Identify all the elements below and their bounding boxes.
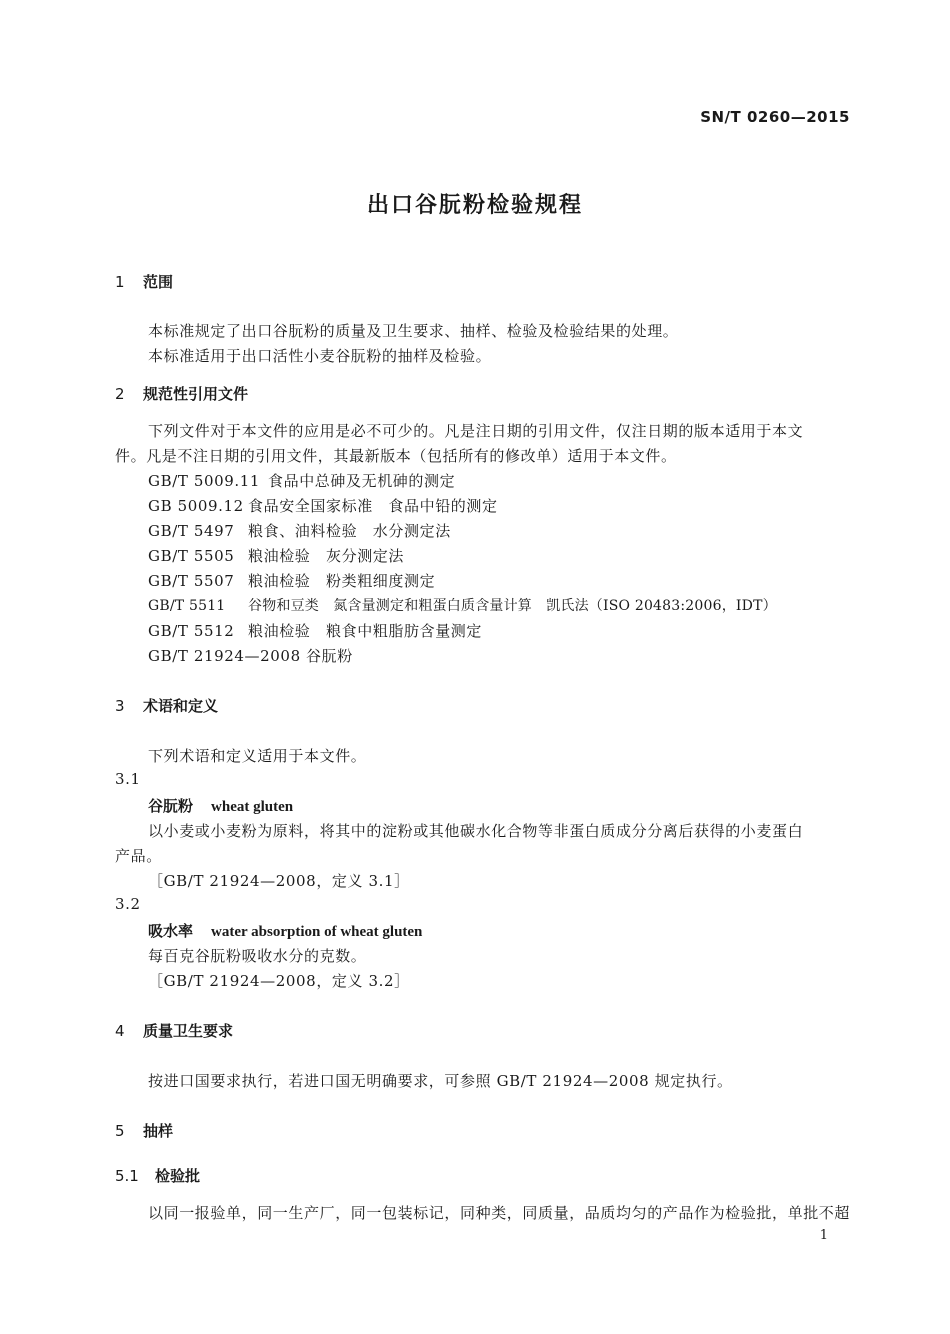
- section-1-heading: 1 范围: [115, 273, 174, 291]
- section-5-heading: 5 抽样: [115, 1122, 174, 1140]
- term-number: 3.1: [115, 770, 141, 788]
- term-definition-line-1: 以小麦或小麦粉为原料，将其中的淀粉或其他碳水化合物等非蛋白质成分分离后获得的小麦蛋白: [148, 822, 804, 840]
- reference-item: GB/T 5512 粮油检验 粮食中粗脂肪含量测定: [148, 622, 483, 640]
- reference-item: GB/T 5507 粮油检验 粉类粗细度测定: [148, 572, 436, 590]
- term-heading: 谷朊粉 wheat gluten: [148, 797, 294, 815]
- s5-1-paragraph: 以同一报验单，同一生产厂，同一包装标记，同种类，同质量，品质均匀的产品作为检验批，单批不超: [148, 1204, 851, 1222]
- document-title: 出口谷朊粉检验规程: [366, 193, 583, 218]
- standard-code: SN/T 0260—2015: [700, 108, 850, 126]
- term-heading: 吸水率 water absorption of wheat gluten: [148, 922, 423, 940]
- reference-item: GB/T 5497 粮食、油料检验 水分测定法: [148, 522, 451, 540]
- page-number: 1: [819, 1228, 828, 1243]
- section-4-heading: 4 质量卫生要求: [115, 1022, 234, 1040]
- reference-item: GB/T 21924—2008 谷朊粉: [148, 647, 353, 665]
- s1-paragraph-2: 本标准适用于出口活性小麦谷朊粉的抽样及检验。: [148, 347, 492, 365]
- s4-paragraph: 按进口国要求执行，若进口国无明确要求，可参照 GB/T 21924—2008 规定执行。: [148, 1072, 733, 1090]
- s2-paragraph-line-1: 下列文件对于本文件的应用是必不可少的。凡是注日期的引用文件，仅注日期的版本适用于本文: [148, 422, 804, 440]
- s1-paragraph-1: 本标准规定了出口谷朊粉的质量及卫生要求、抽样、检验及检验结果的处理。: [148, 322, 679, 340]
- section-2-heading: 2 规范性引用文件: [115, 385, 249, 403]
- s3-intro: 下列术语和定义适用于本文件。: [148, 747, 367, 765]
- term-definition-line-2: 产品。: [115, 847, 162, 865]
- term-definition: 每百克谷朊粉吸收水分的克数。: [148, 947, 367, 965]
- reference-item: GB 5009.12 食品安全国家标准 食品中铅的测定: [148, 497, 498, 515]
- subsection-5-1-heading: 5.1 检验批: [115, 1167, 201, 1185]
- reference-item: GB/T 5009.11 食品中总砷及无机砷的测定: [148, 472, 456, 490]
- term-number: 3.2: [115, 895, 141, 913]
- reference-item: GB/T 5505 粮油检验 灰分测定法: [148, 547, 405, 565]
- section-3-heading: 3 术语和定义: [115, 697, 219, 715]
- reference-item: GB/T 5511 谷物和豆类 氮含量测定和粗蛋白质含量计算 凯氏法（ISO 20483:2006，IDT）: [148, 598, 777, 614]
- term-source: ［GB/T 21924—2008，定义 3.2］: [148, 972, 410, 990]
- term-source: ［GB/T 21924—2008，定义 3.1］: [148, 872, 410, 890]
- s2-paragraph-line-2: 件。凡是不注日期的引用文件，其最新版本（包括所有的修改单）适用于本文件。: [115, 447, 677, 465]
